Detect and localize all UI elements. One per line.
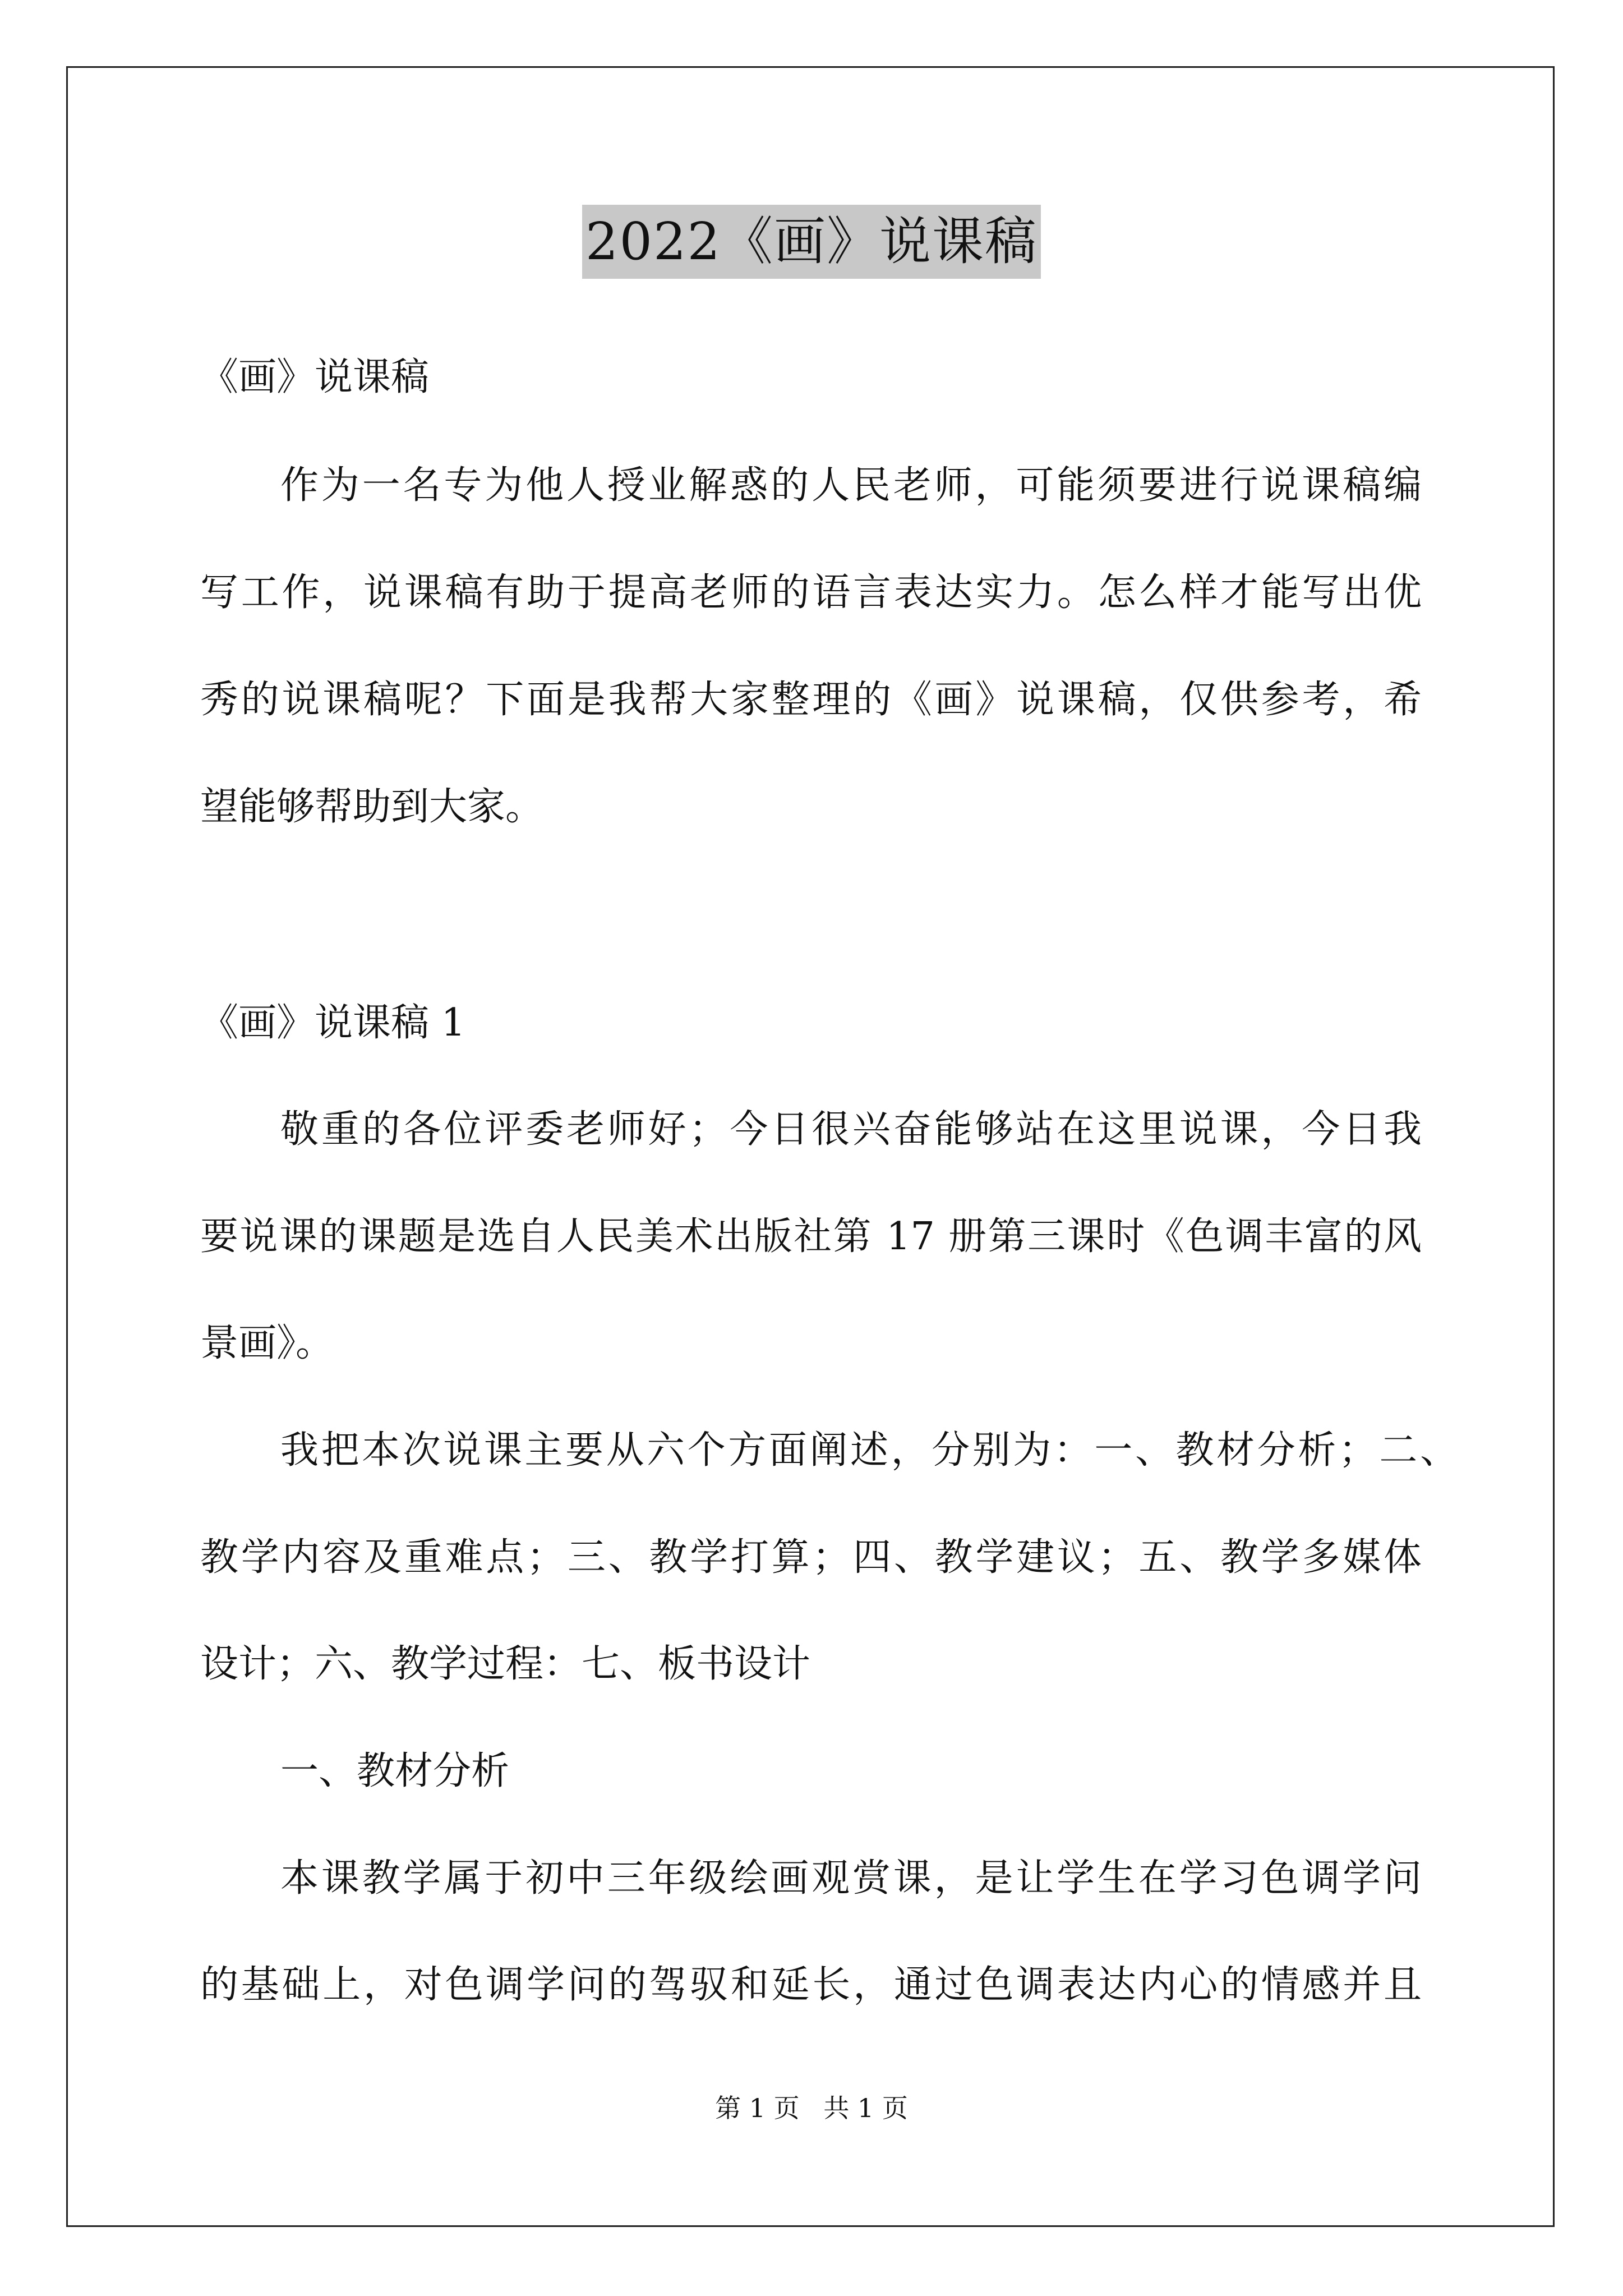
page-total: 共 1 页	[823, 2093, 908, 2123]
document-title: 2022《画》说课稿	[582, 205, 1041, 279]
paragraph-line: 写工作，说课稿有助于提高老师的语言表达实力。怎么样才能写出优	[200, 570, 1422, 615]
page-number: 第 1 页	[715, 2093, 800, 2123]
subsection-heading: 一、教材分析	[280, 1749, 510, 1793]
paragraph-line: 望能够帮助到大家。	[200, 785, 544, 829]
paragraph-line: 教学内容及重难点；三、教学打算；四、教学建议；五、教学多媒体	[200, 1535, 1422, 1580]
paragraph-line: 作为一名专为他人授业解惑的人民老师，可能须要进行说课稿编	[280, 463, 1422, 508]
paragraph-line: 我把本次说课主要从六个方面阐述，分别为：一、教材分析；二、	[280, 1428, 1458, 1473]
paragraph-line: 的基础上，对色调学问的驾驭和延长，通过色调表达内心的情感并且	[200, 1963, 1422, 2007]
page-footer	[0, 2091, 1623, 2125]
title-container	[0, 205, 1623, 279]
paragraph-line: 设计；六、教学过程：七、板书设计	[200, 1642, 811, 1686]
section-heading: 《画》说课稿 1	[200, 1001, 465, 1045]
paragraph-line: 景画》。	[200, 1321, 334, 1365]
subtitle-line: 《画》说课稿	[200, 355, 430, 399]
paragraph-line: 敬重的各位评委老师好；今日很兴奋能够站在这里说课，今日我	[280, 1107, 1422, 1152]
paragraph-line: 本课教学属于初中三年级绘画观赏课，是让学生在学习色调学问	[280, 1856, 1422, 1901]
paragraph-line: 要说课的课题是选自人民美术出版社第 17 册第三课时《色调丰富的风	[200, 1214, 1422, 1259]
paragraph-line: 秀的说课稿呢？下面是我帮大家整理的《画》说课稿，仅供参考，希	[200, 678, 1422, 722]
